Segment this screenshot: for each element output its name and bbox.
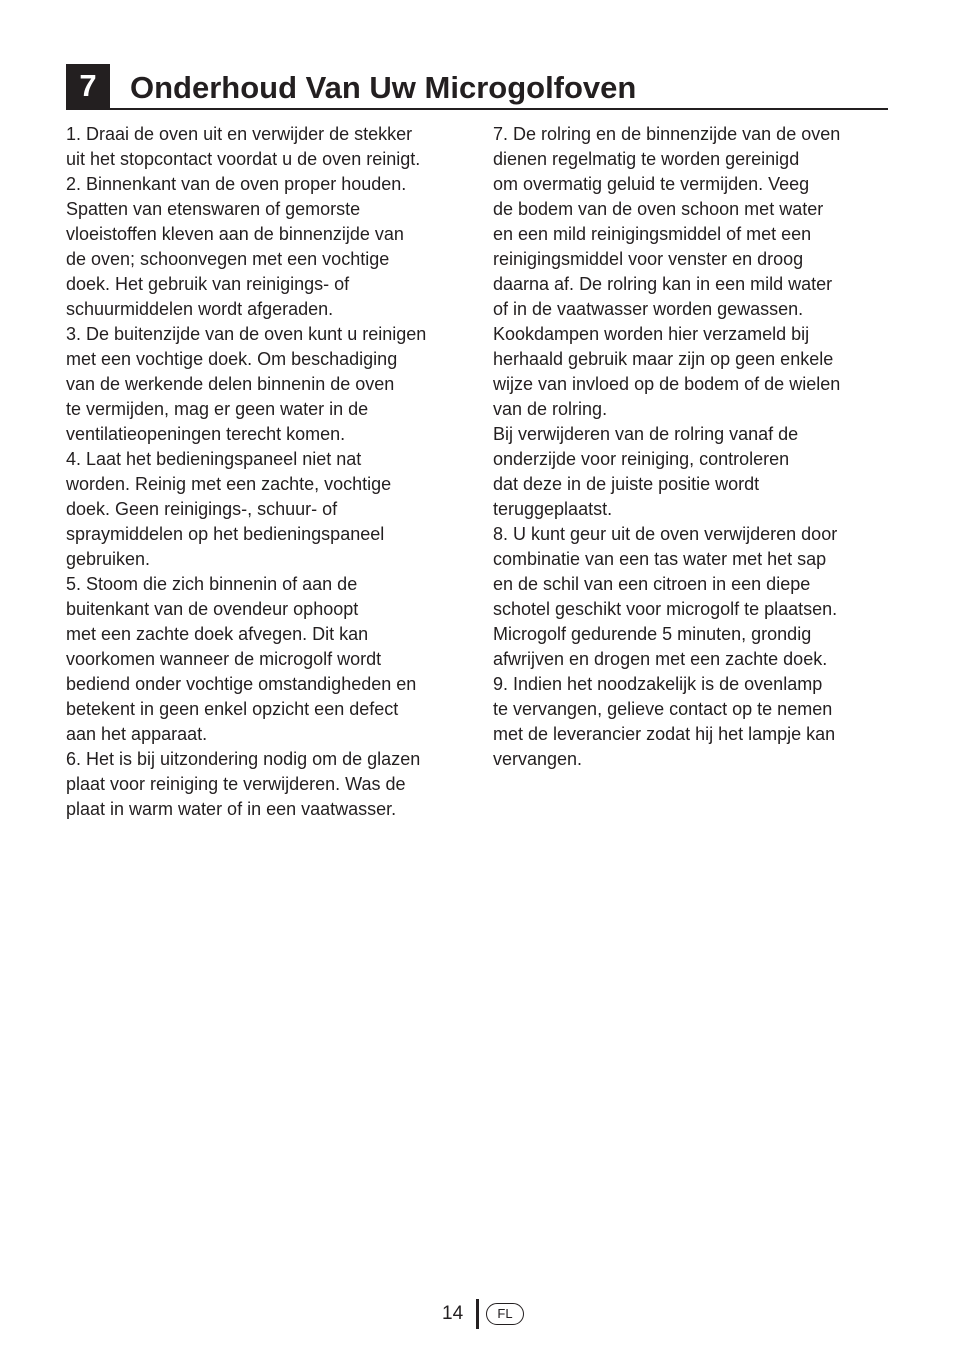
text-line: en de schil van een citroen in een diepe — [493, 574, 811, 594]
text-line: combinatie van een tas water met het sap — [493, 549, 827, 569]
text-line: spraymiddelen op het bedieningspaneel — [66, 524, 385, 544]
text-line: of in de vaatwasser worden gewassen. — [493, 299, 804, 319]
text-line: doek. Het gebruik van reinigings- of — [66, 274, 350, 294]
text-line: 8. U kunt geur uit de oven verwijderen door — [493, 524, 838, 544]
text-line: 5. Stoom die zich binnenin of aan de — [66, 574, 358, 594]
page-footer — [0, 1299, 954, 1329]
chapter-header — [66, 64, 888, 110]
text-line: 7. De rolring en de binnenzijde van de oven — [493, 124, 841, 144]
text-line: plaat in warm water of in een vaatwasser. — [66, 799, 397, 819]
text-line: om overmatig geluid te vermijden. Veeg — [493, 174, 810, 194]
text-line: doek. Geen reinigings-, schuur- of — [66, 499, 338, 519]
text-line: uit het stopcontact voordat u de oven reinigt. — [66, 149, 421, 169]
text-line: 3. De buitenzijde van de oven kunt u reinigen — [66, 324, 427, 344]
text-line: 6. Het is bij uitzondering nodig om de glazen — [66, 749, 421, 769]
text-line: teruggeplaatst. — [493, 499, 613, 519]
text-line: buitenkant van de ovendeur ophoopt — [66, 599, 359, 619]
text-line: dat deze in de juiste positie wordt — [493, 474, 760, 494]
text-line: vloeistoffen kleven aan de binnenzijde van — [66, 224, 404, 244]
text-line: van de werkende delen binnenin de oven — [66, 374, 395, 394]
text-line: en een mild reinigingsmiddel of met een — [493, 224, 812, 244]
chapter-number-box: 7 — [66, 64, 110, 108]
text-line: plaat voor reiniging te verwijderen. Was de — [66, 774, 406, 794]
text-line: de oven; schoonvegen met een vochtige — [66, 249, 390, 269]
text-line: betekent in geen enkel opzicht een defect — [66, 699, 399, 719]
text-line: dienen regelmatig te worden gereinigd — [493, 149, 800, 169]
footer-divider — [476, 1299, 479, 1329]
left-text-column — [66, 122, 466, 822]
text-line: Bij verwijderen van de rolring vanaf de — [493, 424, 799, 444]
text-line: 9. Indien het noodzakelijk is de ovenlamp — [493, 674, 823, 694]
text-line: voorkomen wanneer de microgolf wordt — [66, 649, 382, 669]
right-text-column — [493, 122, 888, 772]
text-line: met de leverancier zodat hij het lampje kan — [493, 724, 836, 744]
text-line: 2. Binnenkant van de oven proper houden. — [66, 174, 407, 194]
text-line: 1. Draai de oven uit en verwijder de stekker — [66, 124, 413, 144]
text-line: bediend onder vochtige omstandigheden en — [66, 674, 417, 694]
text-line: gebruiken. — [66, 549, 151, 569]
text-line: herhaald gebruik maar zijn op geen enkele — [493, 349, 834, 369]
text-line: Kookdampen worden hier verzameld bij — [493, 324, 810, 344]
text-line: aan het apparaat. — [66, 724, 208, 744]
text-line: Microgolf gedurende 5 minuten, grondig — [493, 624, 812, 644]
text-line: schuurmiddelen wordt afgeraden. — [66, 299, 334, 319]
text-line: van de rolring. — [493, 399, 608, 419]
text-line: vervangen. — [493, 749, 583, 769]
text-line: daarna af. De rolring kan in een mild water — [493, 274, 833, 294]
language-badge: FL — [486, 1303, 524, 1325]
text-line: 4. Laat het bedieningspaneel niet nat — [66, 449, 362, 469]
text-line: Spatten van etenswaren of gemorste — [66, 199, 361, 219]
text-line: schotel geschikt voor microgolf te plaatsen. — [493, 599, 838, 619]
text-line: onderzijde voor reiniging, controleren — [493, 449, 790, 469]
text-line: te vermijden, mag er geen water in de — [66, 399, 369, 419]
text-line: wijze van invloed op de bodem of de wielen — [493, 374, 841, 394]
page-title: Onderhoud Van Uw Microgolfoven — [130, 70, 637, 105]
text-line: ventilatieopeningen terecht komen. — [66, 424, 346, 444]
text-line: met een zachte doek afvegen. Dit kan — [66, 624, 369, 644]
text-line: met een vochtige doek. Om beschadiging — [66, 349, 398, 369]
text-line: reinigingsmiddel voor venster en droog — [493, 249, 804, 269]
text-line: de bodem van de oven schoon met water — [493, 199, 824, 219]
text-line: worden. Reinig met een zachte, vochtige — [66, 474, 392, 494]
page-number: 14 — [442, 1303, 464, 1324]
text-line: te vervangen, gelieve contact op te nemen — [493, 699, 833, 719]
text-line: afwrijven en drogen met een zachte doek. — [493, 649, 828, 669]
